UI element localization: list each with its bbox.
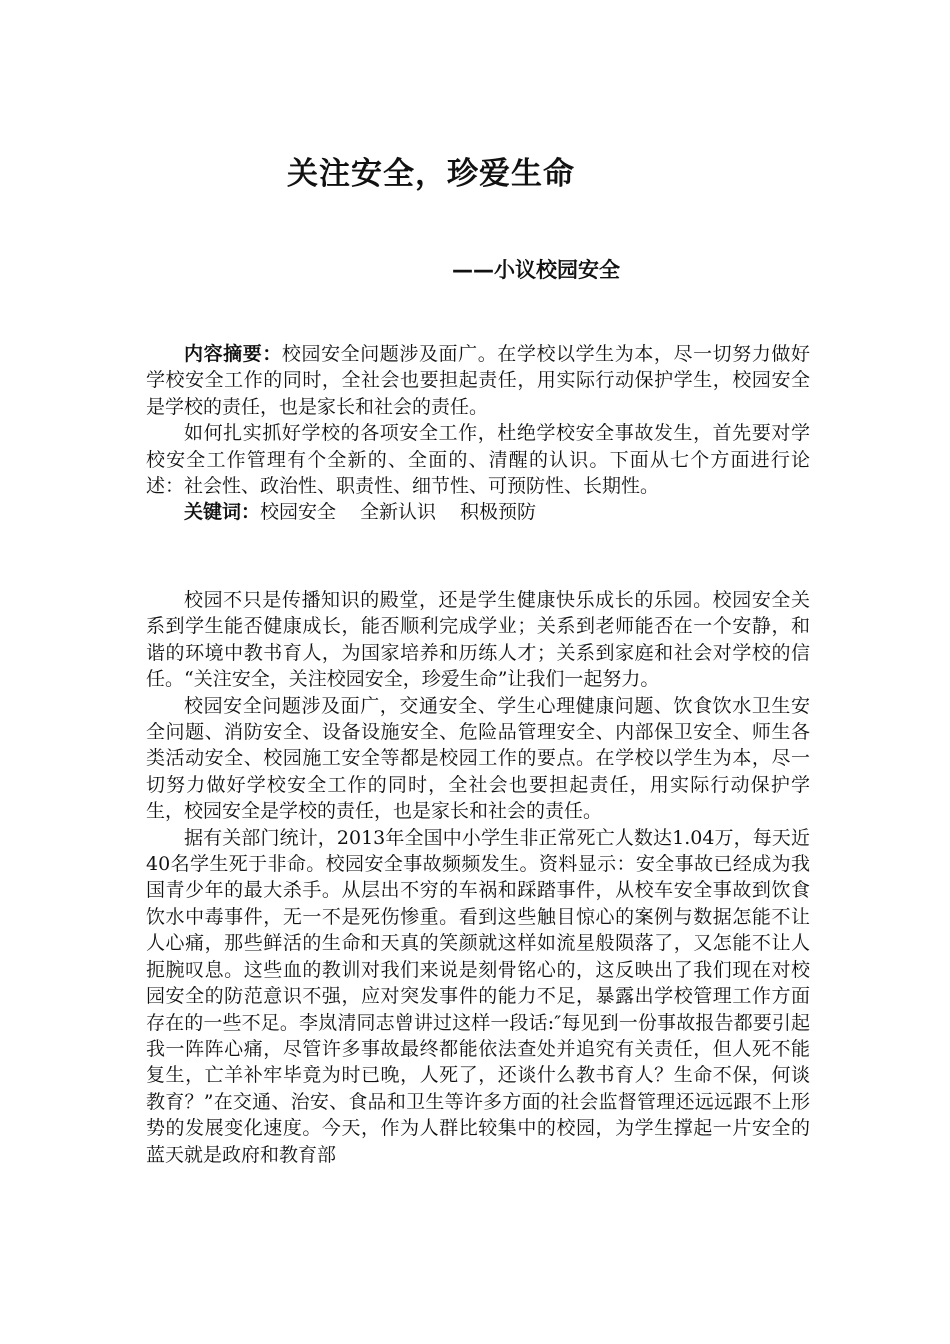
body-paragraph: 校园安全问题涉及面广，交通安全、学生心理健康问题、饮食饮水卫生安全问题、消防安全、设备设施安全、危险品管理安全、内部保卫安全、师生各类活动安全、校园施工安全等都是校园工作的要点。在学校以学生为本，尽一切努力做好学校安全工作的同时，全社会也要担起责任，用实际行动保护学生，校园安全是学校的责任，也是家长和社会的责任。 [146,694,810,823]
abstract-text: 校园安全问题涉及面广。在学校以学生为本，尽一切努力做好学校安全工作的同时，全社会也要担起责任，用实际行动保护学生，校园安全是学校的责任，也是家长和社会的责任。 [146,343,810,418]
keyword: 校园安全 [260,501,337,524]
keyword: 全新认识 [360,501,437,524]
document-subtitle: ——小议校园安全 [452,258,620,282]
keywords-label: 关键词： [184,501,261,524]
keyword: 积极预防 [460,501,537,524]
body-section [146,587,810,1168]
body-paragraph: 校园不只是传播知识的殿堂，还是学生健康快乐成长的乐园。校园安全关系到学生能否健康成长，能否顺利完成学业；关系到老师能否在一个安静，和谐的环境中教书育人，为国家培养和历练人才；关系到家庭和社会对学校的信任。“关注安全，关注校园安全，珍爱生命”让我们一起努力。 [146,589,810,691]
abstract-paragraph-2: 如何扎实抓好学校的各项安全工作，杜绝学校安全事故发生，首先要对学校安全工作管理有个全新的、全面的、清醒的认识。下面从七个方面进行论述：社会性、政治性、职责性、细节性、可预防性、长期性。 [146,422,810,498]
abstract-label: 内容摘要： [184,343,282,365]
body-paragraph: 据有关部门统计，2013年全国中小学生非正常死亡人数达1.04万，每天近40名学生死于非命。校园安全事故频频发生。资料显示：安全事故已经成为我国青少年的最大杀手。从层出不穷的车祸和踩踏事件，从校车安全事故到饮食饮水中毒事件，无一不是死伤惨重。看到这些触目惊心的案例与数据怎能不让人心痛，那些鲜活的生命和天真的笑颜就这样如流星般陨落了，又怎能不让人扼腕叹息。这些血的教训对我们来说是刻骨铭心的，这反映出了我们现在对校园安全的防范意识不强，应对突发事件的能力不足，暴露出学校管理工作方面存在的一些不足。李岚清同志曾讲过这样一段话:″每见到一份事故报告都要引起我一阵阵心痛，尽管许多事故最终都能依法查处并追究有关责任，但人死不能复生，亡羊补牢毕竟为时已晚，人死了，还谈什么教书育人？生命不保，何谈教育？”在交通、治安、食品和卫生等许多方面的社会监督管理还远远跟不上形势的发展变化速度。今天，作为人群比较集中的校园，为学生撑起一片安全的蓝天就是政府和教育部 [146,826,810,1166]
abstract-section [146,341,810,526]
document-title: 关注安全，珍爱生命 [287,156,575,192]
abstract-paragraph [146,341,810,420]
keywords-line [146,499,810,525]
